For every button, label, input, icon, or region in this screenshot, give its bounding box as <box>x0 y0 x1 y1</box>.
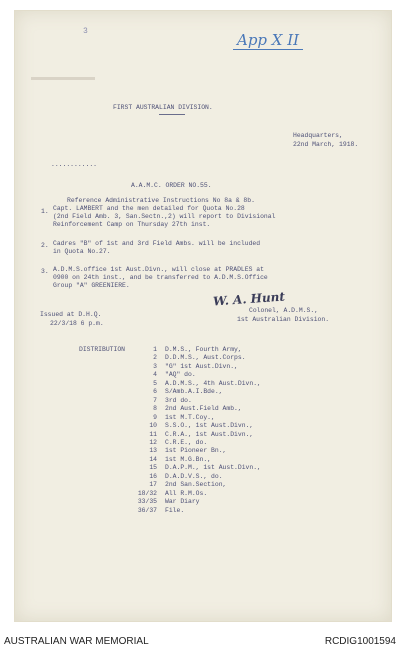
distribution-label: DISTRIBUTION <box>79 346 126 353</box>
distribution-item <box>135 388 404 396</box>
distribution-copy-number: 9 <box>153 413 157 421</box>
distribution-copy-number: 33/35 <box>137 498 157 506</box>
faded-stamp-mark <box>31 77 95 80</box>
signatory-rank: Colonel, A.D.M.S., <box>249 307 319 314</box>
distribution-recipient: A.D.M.S., 4th Aust.Divn., <box>165 379 261 387</box>
distribution-recipient: S/Amb.A.I.Bde., <box>165 388 223 396</box>
signature: W. A. Hunt <box>212 289 286 309</box>
paragraph-number: 1. <box>41 208 49 215</box>
paragraph-line: Group "A" GREENIERE. <box>53 282 130 289</box>
distribution-recipient: "AQ" do. <box>165 371 196 379</box>
paragraph-line: Reinforcement Camp on Thursday 27th inst. <box>53 221 211 228</box>
issued-at: Issued at D.H.Q. <box>40 311 102 318</box>
paragraph-line: (2nd Field Amb. 3, San.Sectn.,2) will report to Divisional <box>53 213 276 220</box>
distribution-item <box>135 431 404 439</box>
page-number: 3 <box>83 27 88 36</box>
distribution-recipient: File. <box>165 506 185 514</box>
reference-line: Reference Administrative Instructions No 8a & 8b. <box>67 197 255 204</box>
distribution-copy-number: 3 <box>153 362 157 370</box>
distribution-item <box>135 363 404 371</box>
distribution-recipient: D.D.M.S., Aust.Corps. <box>165 354 246 362</box>
distribution-recipient: All R.M.Os. <box>165 489 208 497</box>
distribution-item <box>135 439 404 447</box>
distribution-copy-number: 11 <box>149 430 157 438</box>
distribution-item <box>135 414 404 422</box>
distribution-item <box>135 456 404 464</box>
distribution-item <box>135 473 404 481</box>
paragraph-line: 0900 on 24th inst., and be transferred to A.D.M.S.Office <box>53 274 268 281</box>
distribution-recipient: 2nd San.Section, <box>165 481 227 489</box>
distribution-recipient: D.A.D.V.S., do. <box>165 472 223 480</box>
distribution-item <box>135 447 404 455</box>
title-underline <box>159 114 185 115</box>
distribution-copy-number: 14 <box>149 455 157 463</box>
distribution-recipient: S.S.O., 1st Aust.Divn., <box>165 422 254 430</box>
footer <box>0 628 404 654</box>
distribution-item <box>135 498 404 506</box>
distribution-copy-number: 15 <box>149 464 157 472</box>
distribution-item <box>135 397 404 405</box>
document-page <box>14 10 392 622</box>
distribution-item <box>135 405 404 413</box>
distribution-copy-number: 8 <box>153 405 157 413</box>
paragraph-number: 3. <box>41 268 49 275</box>
distribution-copy-number: 2 <box>153 354 157 362</box>
distribution-copy-number: 5 <box>153 379 157 387</box>
distribution-copy-number: 4 <box>153 371 157 379</box>
distribution-recipient: D.M.S., Fourth Army, <box>165 346 242 353</box>
distribution-copy-number: 10 <box>149 422 157 430</box>
paragraph-line: A.D.M.S.office 1st Aust.Divn., will close at PRADLES at <box>53 266 264 273</box>
distribution-item <box>135 490 404 498</box>
distribution-copy-number: 12 <box>149 438 157 446</box>
distribution-recipient: 1st Pioneer Bn., <box>165 447 227 455</box>
distribution-item <box>135 422 404 430</box>
handwritten-annotation: App X II <box>233 31 303 50</box>
distribution-item <box>135 481 404 489</box>
distribution-recipient: "G" 1st Aust.Divn., <box>165 362 238 370</box>
distribution-list <box>135 346 375 526</box>
distribution-item <box>135 464 404 472</box>
distribution-item <box>135 507 404 515</box>
distribution-copy-number: 6 <box>153 388 157 396</box>
separator-dots: ............ <box>51 161 98 168</box>
distribution-copy-number: 36/37 <box>137 506 157 514</box>
distribution-item <box>135 371 404 379</box>
distribution-recipient: D.A.P.M., 1st Aust.Divn., <box>165 464 261 472</box>
paragraph-line: in Quota No.27. <box>53 248 111 255</box>
distribution-recipient: War Diary <box>165 498 200 506</box>
distribution-copy-number: 13 <box>149 447 157 455</box>
hq-date: 22nd March, 1918. <box>293 141 359 148</box>
distribution-item <box>135 346 404 354</box>
order-title: A.A.M.C. ORDER NO.55. <box>131 182 212 189</box>
distribution-copy-number: 18/32 <box>137 489 157 497</box>
division-title: FIRST AUSTRALIAN DIVISION. <box>113 104 213 111</box>
paragraph-number: 2. <box>41 242 49 249</box>
distribution-copy-number: 16 <box>149 472 157 480</box>
hq-line: Headquarters, <box>293 132 343 139</box>
distribution-item <box>135 380 404 388</box>
distribution-item <box>135 354 404 362</box>
distribution-copy-number: 7 <box>153 396 157 404</box>
distribution-recipient: 3rd do. <box>165 396 192 404</box>
signatory-unit: 1st Australian Division. <box>237 316 330 323</box>
footer-source: AUSTRALIAN WAR MEMORIAL <box>4 636 149 647</box>
issued-time: 22/3/18 6 p.m. <box>50 320 104 327</box>
footer-record-id: RCDIG1001594 <box>324 636 396 647</box>
distribution-copy-number: 1 <box>153 346 157 353</box>
distribution-copy-number: 17 <box>149 481 157 489</box>
distribution-recipient: 1st M.G.Bn., <box>165 455 212 463</box>
paragraph-line: Cadres "B" of 1st and 3rd Field Ambs. will be included <box>53 240 261 247</box>
distribution-recipient: C.R.A., 1st Aust.Divn., <box>165 430 254 438</box>
distribution-recipient: 2nd Aust.Field Amb., <box>165 405 242 413</box>
distribution-recipient: C.R.E., do. <box>165 438 208 446</box>
distribution-recipient: 1st M.T.Coy., <box>165 413 215 421</box>
paragraph-line: Capt. LAMBERT and the men detailed for Quota No.28 <box>53 205 245 212</box>
